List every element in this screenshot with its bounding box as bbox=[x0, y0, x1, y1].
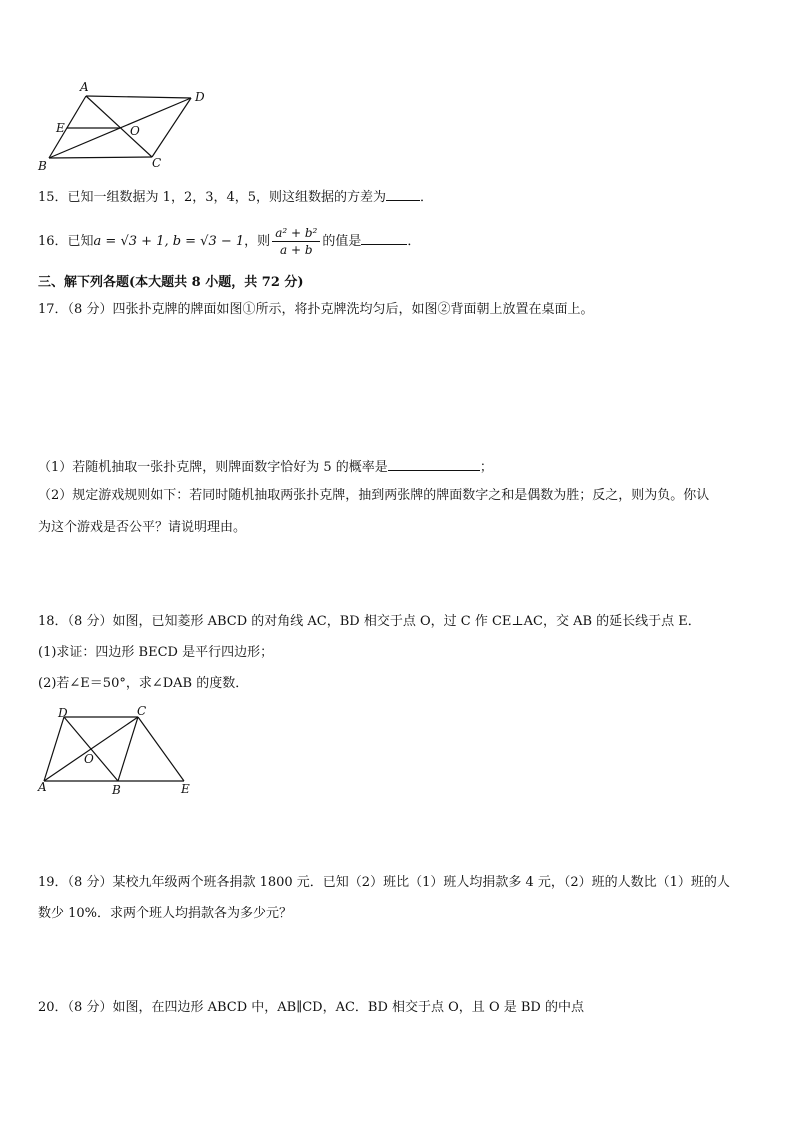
question-16: 16．已知a = √3 + 1, b = √3 − 1，则 $\frac{\text{a² + b²}}{a + b}$ 的值是 ． bbox=[38, 226, 421, 257]
question-19-line-2: 数少 10%．求两个班人均捐款各为多少元？ bbox=[38, 906, 293, 921]
label-e: E bbox=[56, 121, 65, 135]
label-c: C bbox=[137, 704, 147, 718]
q17-answer-blank[interactable] bbox=[388, 456, 480, 471]
segment-ba bbox=[49, 96, 86, 158]
segment-ce bbox=[138, 717, 184, 781]
label-c: C bbox=[152, 156, 162, 170]
figure-parallelogram-abcd bbox=[34, 78, 224, 176]
label-a: A bbox=[80, 80, 89, 94]
question-20: 20．（8 分）如图，在四边形 ABCD 中，AB∥CD，AC．BD 相交于点 O，且 O 是 BD 的中点 bbox=[38, 1000, 584, 1015]
q16-answer-blank[interactable] bbox=[361, 230, 407, 245]
q16-fraction: $\frac{\text{a² + b²}}{a + b}$ bbox=[272, 225, 320, 258]
diagonal-ac bbox=[86, 96, 152, 157]
question-17: 17．（8 分）四张扑克牌的牌面如图①所示，将扑克牌洗均匀后，如图②背面朝上放置在桌面上。 bbox=[38, 302, 594, 317]
question-17-part-1: （1）若随机抽取一张扑克牌，则牌面数字恰好为 5 的概率是 ； bbox=[38, 456, 493, 478]
segment-cb bbox=[49, 157, 152, 158]
label-d: D bbox=[195, 90, 205, 104]
label-o: O bbox=[130, 124, 140, 138]
segment-ad bbox=[44, 717, 64, 781]
question-18: 18．（8 分）如图，已知菱形 ABCD 的对角线 AC，BD 相交于点 O，过 C 作 CE⊥AC，交 AB 的延长线于点 E． bbox=[38, 614, 701, 629]
label-o: O bbox=[84, 752, 94, 766]
question-17-part-2-line-2: 为这个游戏是否公平？请说明理由。 bbox=[38, 520, 247, 535]
label-e: E bbox=[181, 782, 190, 796]
label-b: B bbox=[38, 159, 47, 173]
label-a: A bbox=[38, 780, 47, 794]
label-b: B bbox=[112, 783, 121, 797]
question-19-line-1: 19．（8 分）某校九年级两个班各捐款 1800 元．已知（2）班比（1）班人均捐款多 4 元，（2）班的人数比（1）班的人 bbox=[38, 875, 730, 890]
q15-text: 15．已知一组数据为 1，2，3，4，5，则这组数据的方差为 bbox=[38, 190, 387, 205]
diagonal-bd bbox=[64, 717, 118, 781]
q16-expression: a = √3 + 1, b = √3 − 1 bbox=[93, 234, 245, 249]
question-17-part-2-line-1: （2）规定游戏规则如下：若同时随机抽取两张扑克牌，抽到两张牌的牌面数字之和是偶数为胜；反之，则为负。你认 bbox=[38, 488, 710, 503]
segment-ad bbox=[86, 96, 191, 98]
figure-rhombus-abcd bbox=[34, 703, 204, 799]
question-15: 15．已知一组数据为 1，2，3，4，5，则这组数据的方差为 ． bbox=[38, 186, 433, 208]
question-18-part-1: (1)求证：四边形 BECD 是平行四边形； bbox=[38, 645, 274, 660]
section-3-title: 三、解下列各题(本大题共 8 小题，共 72 分) bbox=[38, 275, 304, 290]
segment-bc bbox=[118, 717, 138, 781]
q15-answer-blank[interactable] bbox=[386, 186, 420, 201]
question-18-part-2: (2)若∠E＝50°，求∠DAB 的度数． bbox=[38, 676, 249, 691]
label-d: D bbox=[58, 706, 68, 720]
